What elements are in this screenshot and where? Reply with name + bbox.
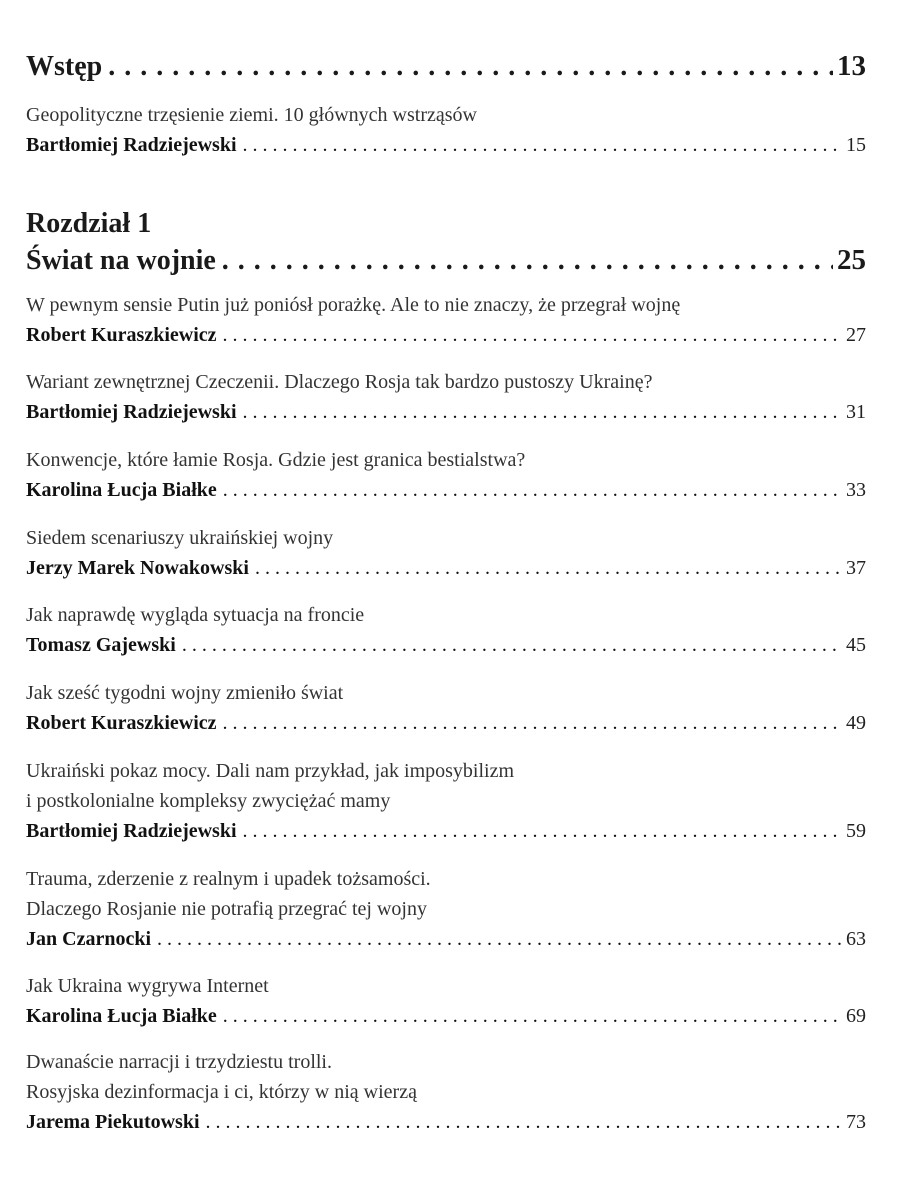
entry-author-row: [26, 130, 866, 160]
entry-author: Karolina Łucja Białke: [26, 1005, 217, 1027]
intro-page-number: 13: [837, 50, 866, 82]
dot-leader: [223, 1001, 842, 1031]
entry-author: Bartłomiej Radziejewski: [26, 134, 237, 156]
entry-author: Bartłomiej Radziejewski: [26, 401, 237, 423]
entry-author-row: [26, 816, 866, 846]
dot-leader: [206, 1107, 842, 1137]
entry-title: W pewnym sensie Putin już poniósł porażkę. Ale to nie znaczy, że przegrał wojnę: [26, 294, 681, 316]
entry-author: Robert Kuraszkiewicz: [26, 712, 217, 734]
dot-leader: [243, 130, 842, 160]
entry-page-number: 31: [846, 401, 866, 423]
toc-entry: [26, 290, 866, 350]
entry-author-row: [26, 397, 866, 427]
entry-author: Jan Czarnocki: [26, 928, 151, 950]
toc-entry: [26, 864, 866, 954]
chapter-label: Rozdział 1: [26, 208, 152, 239]
entry-page-number: 63: [846, 928, 866, 950]
entry-page-number: 27: [846, 324, 866, 346]
entry-page-number: 45: [846, 634, 866, 656]
entry-title: Wariant zewnętrznej Czeczenii. Dlaczego Rosja tak bardzo pustoszy Ukrainę?: [26, 371, 653, 393]
dot-leader: [223, 708, 842, 738]
entry-author: Jerzy Marek Nowakowski: [26, 557, 249, 579]
chapter-page-number: 25: [837, 244, 866, 276]
dot-leader: [223, 320, 842, 350]
entry-author-row: [26, 1001, 866, 1031]
entry-page-number: 37: [846, 557, 866, 579]
dot-leader: [182, 630, 842, 660]
entry-page-number: 69: [846, 1005, 866, 1027]
entry-author-row: [26, 553, 866, 583]
toc-entry: [26, 678, 866, 738]
entry-title: i postkolonialne kompleksy zwyciężać mamy: [26, 790, 391, 812]
entry-page-number: 49: [846, 712, 866, 734]
toc-entry: [26, 523, 866, 583]
entry-title: Jak sześć tygodni wojny zmieniło świat: [26, 682, 344, 704]
entry-title: Trauma, zderzenie z realnym i upadek tożsamości.: [26, 868, 431, 890]
intro-heading: Wstęp: [26, 51, 103, 82]
entry-title: Geopolityczne trzęsienie ziemi. 10 głównych wstrząsów: [26, 104, 477, 126]
dot-leader: [157, 924, 842, 954]
toc-entry: [26, 367, 866, 427]
dot-leader: [223, 475, 842, 505]
entry-author: Bartłomiej Radziejewski: [26, 820, 237, 842]
entry-author-row: [26, 708, 866, 738]
entry-title: Jak naprawdę wygląda sytuacja na froncie: [26, 604, 365, 626]
entry-page-number: 15: [846, 134, 866, 156]
toc-entry: [26, 756, 866, 846]
entry-author: Tomasz Gajewski: [26, 634, 176, 656]
entry-title: Siedem scenariuszy ukraińskiej wojny: [26, 527, 334, 549]
entry-author-row: [26, 630, 866, 660]
dot-leader: [255, 553, 842, 583]
entry-page-number: 59: [846, 820, 866, 842]
entry-title: Dwanaście narracji i trzydziestu trolli.: [26, 1051, 332, 1073]
toc-entry: [26, 600, 866, 660]
chapter-heading-row: [26, 244, 866, 277]
entry-title: Rosyjska dezinformacja i ci, którzy w nią wierzą: [26, 1081, 417, 1103]
entry-page-number: 73: [846, 1111, 866, 1133]
dot-leader: [243, 816, 842, 846]
entry-title: Dlaczego Rosjanie nie potrafią przegrać tej wojny: [26, 898, 427, 920]
entry-author: Jarema Piekutowski: [26, 1111, 200, 1133]
intro-heading-row: [26, 50, 866, 83]
chapter-heading: Świat na wojnie: [26, 245, 216, 276]
entry-title: Jak Ukraina wygrywa Internet: [26, 975, 269, 997]
dot-leader: [108, 51, 833, 83]
toc-entry: [26, 100, 866, 160]
entry-author-row: [26, 320, 866, 350]
entry-author: Robert Kuraszkiewicz: [26, 324, 217, 346]
entry-page-number: 33: [846, 479, 866, 501]
entry-title: Ukraiński pokaz mocy. Dali nam przykład, jak imposybilizm: [26, 760, 515, 782]
entry-author: Karolina Łucja Białke: [26, 479, 217, 501]
entry-author-row: [26, 475, 866, 505]
dot-leader: [243, 397, 842, 427]
toc-entry: [26, 1047, 866, 1137]
dot-leader: [222, 245, 833, 277]
entry-author-row: [26, 924, 866, 954]
toc-entry: [26, 971, 866, 1031]
entry-title: Konwencje, które łamie Rosja. Gdzie jest granica bestialstwa?: [26, 449, 526, 471]
entry-author-row: [26, 1107, 866, 1137]
toc-entry: [26, 445, 866, 505]
